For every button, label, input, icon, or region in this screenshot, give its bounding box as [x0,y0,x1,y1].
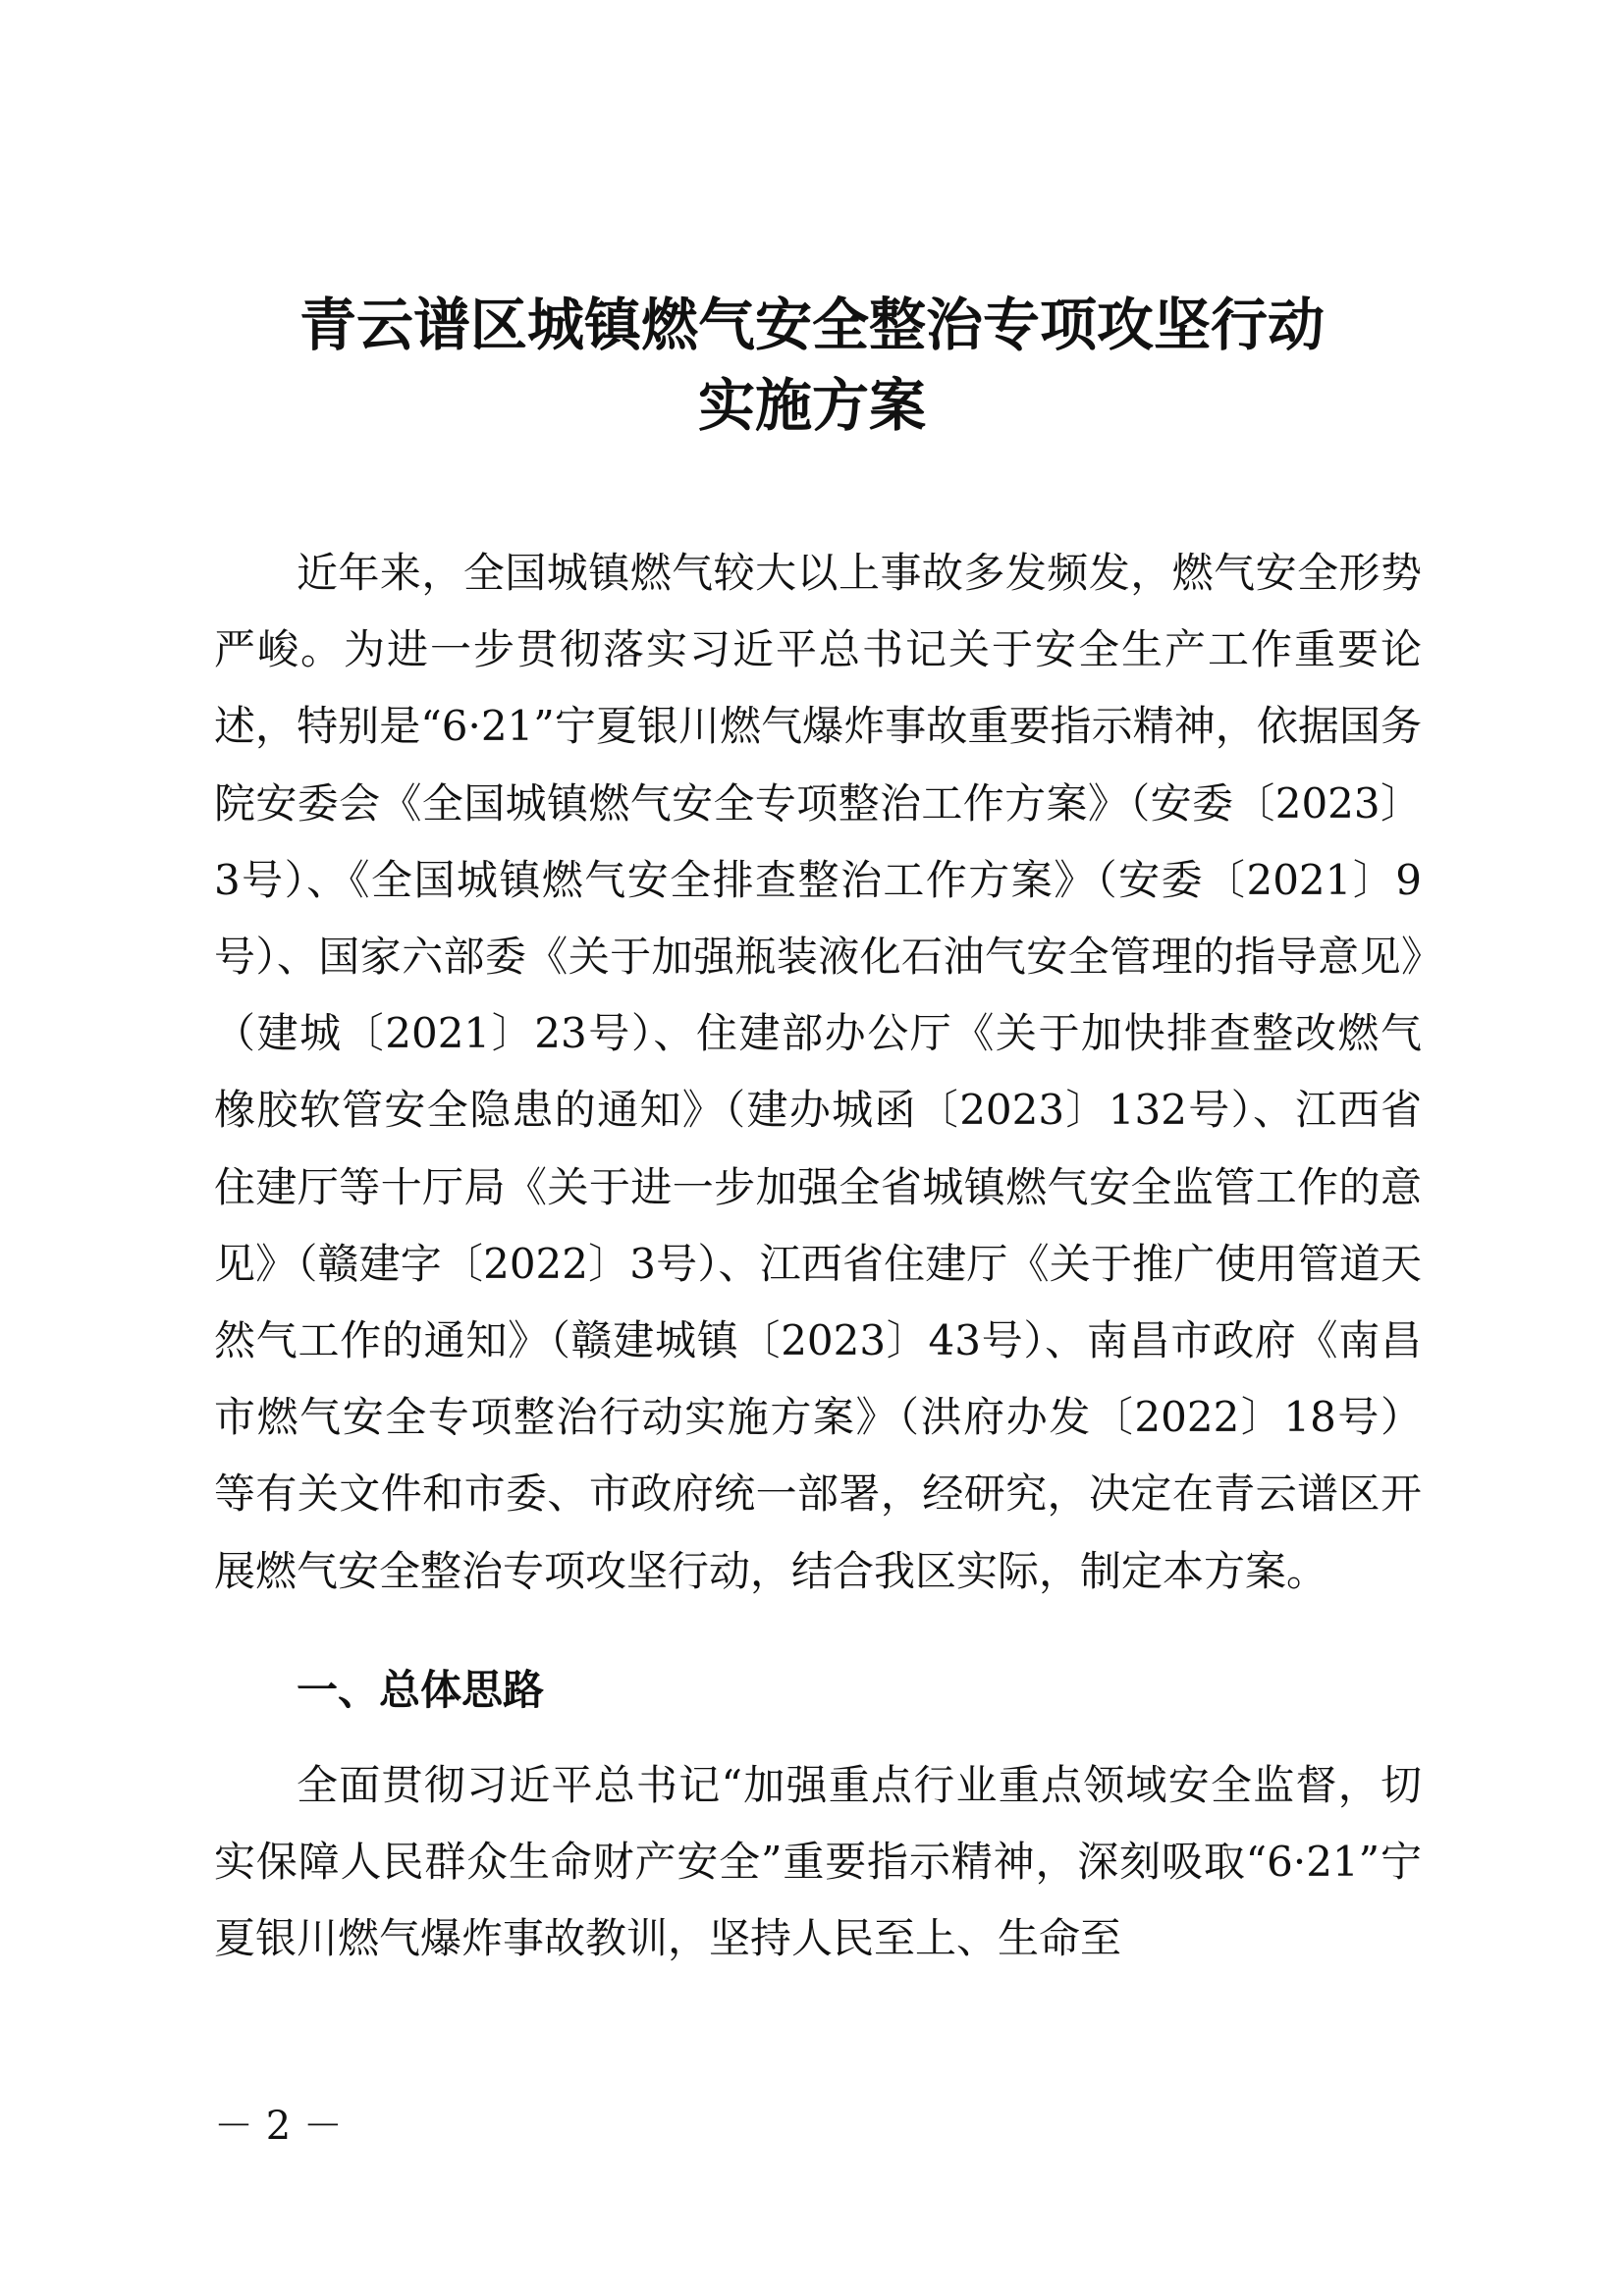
section-1-paragraph: 全面贯彻习近平总书记“加强重点行业重点领域安全监督，切实保障人民群众生命财产安全”重要指示精神，深刻吸取“6·21”宁夏银川燃气爆炸事故教训，坚持人民至上、生命至 [214,1761,1422,1963]
document-title-line-2: 实施方案 [697,372,926,439]
document-title-line-1: 青云谱区城镇燃气安全整治专项攻坚行动 [298,292,1325,358]
section-heading-overall-approach: 一、总体思路 [297,1666,545,1714]
page-number: － 2 － [214,2104,343,2149]
intro-paragraph: 近年来，全国城镇燃气较大以上事故多发频发，燃气安全形势严峻。为进一步贯彻落实习近平总书记关于安全生产工作重要论述，特别是“6·21”宁夏银川燃气爆炸事故重要指示精神，依据国务院安委会《全国城镇燃气安全专项整治工作方案》（安委〔2023〕3号）、《全国城镇燃气安全排查整治工作方案》（安委〔2021〕9号）、国家六部委《关于加强瓶装液化石油气安全管理的指导意见》（建城〔2021〕23号）、住建部办公厅《关于加快排查整改燃气橡胶软管安全隐患的通知》（建办城函〔2023〕132号）、江西省住建厅等十厅局《关于进一步加强全省城镇燃气安全监管工作的意见》（赣建字〔2022〕3号）、江西省住建厅《关于推广使用管道天然气工作的通知》（赣建城镇〔2023〕43号）、南昌市政府《南昌市燃气安全专项整治行动实施方案》（洪府办发〔2022〕18号）等有关文件和市委、市政府统一部署，经研究，决定在青云谱区开展燃气安全整治专项攻坚行动，结合我区实际，制定本方案。 [214,549,1422,1595]
